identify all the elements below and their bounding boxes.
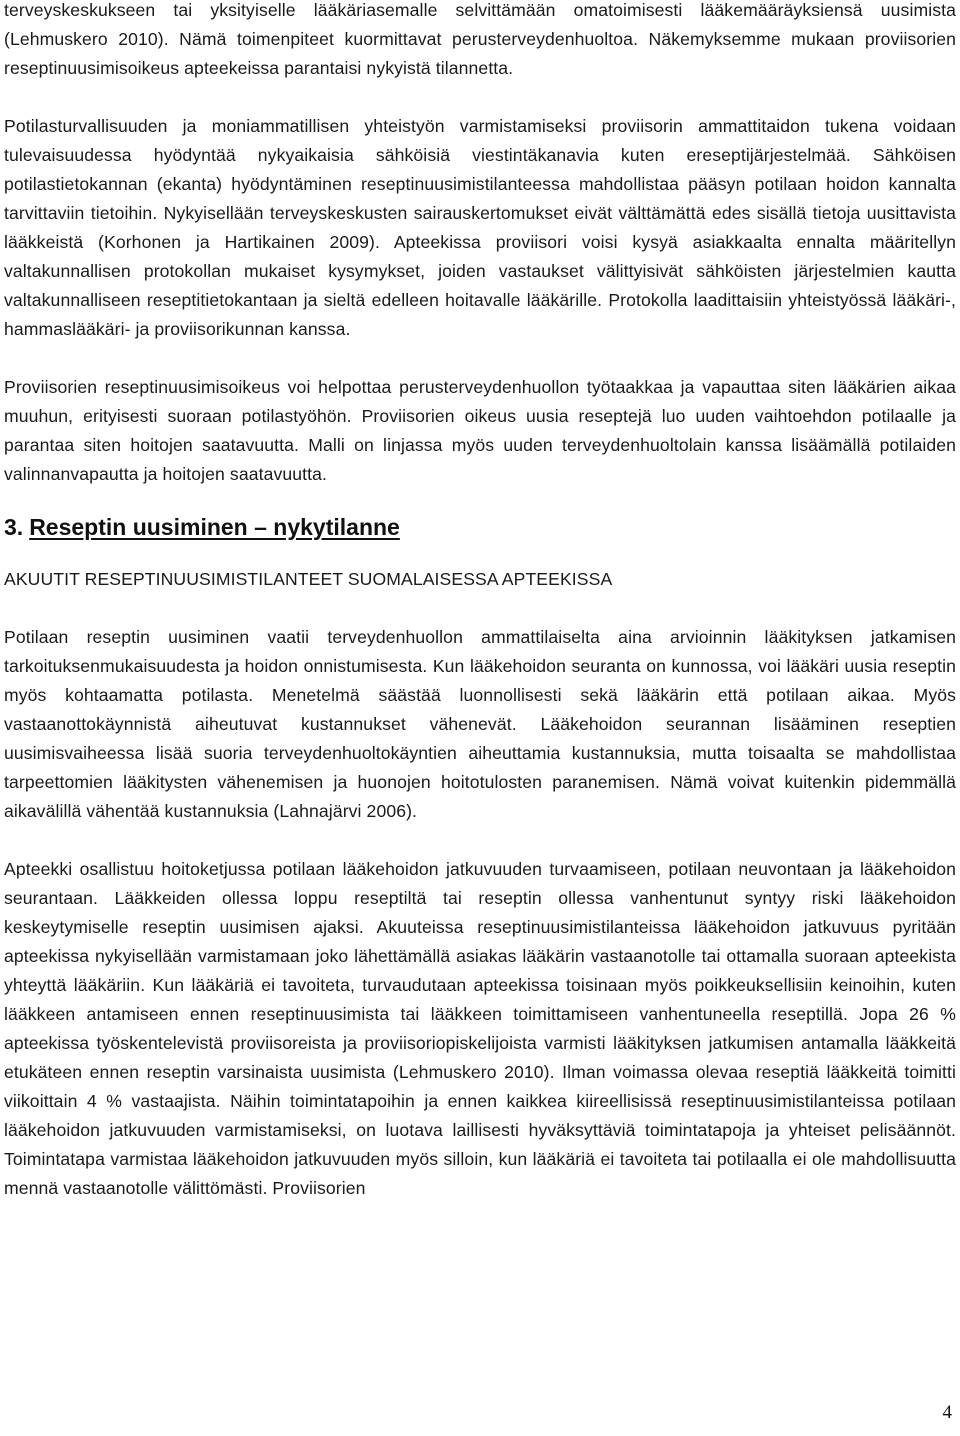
paragraph-uusimisoikeus: Proviisorien reseptinuusimisoikeus voi helpottaa perusterveydenhuollon työtaakkaa ja vapauttaa siten lääkärien aikaa muuhun, erityisesti suoraan potilastyöhön. Proviisorien oikeus uusia reseptejä luo uuden vaihtoehdon potilaalle ja parantaa siten hoitojen saatavuutta. Malli on linjassa myös uuden terveydenhuoltolain kanssa lisäämällä potilaiden valinnanvapautta ja hoitojen saatavuutta.	[4, 377, 956, 484]
document-page	[4, 0, 956, 1203]
paragraph-reseptin-uusiminen: Potilaan reseptin uusiminen vaatii terveydenhuollon ammattilaiselta aina arvioinnin lääkityksen jatkamisen tarkoituksenmukaisuudesta ja hoidon onnistumisesta. Kun lääkehoidon seuranta on kunnossa, voi lääkäri uusia reseptin myös kohtaamatta potilasta. Menetelmä säästää luonnollisesti sekä lääkärin että potilaan aikaa. Myös vastaanottokäynnistä aiheutuvat kustannukset vähenevät. Lääkehoidon seurannan lisääminen reseptien uusimisvaiheessa lisää suoria terveydenhuoltokäyntien aiheuttamia kustannuksia, mutta toisaalta se mahdollistaa tarpeettomien lääkitysten vähenemisen ja huonojen hoitotulosten paranemisen. Nämä voivat kuitenkin pidemmällä aikavälillä vähentää kustannuksia (Lahnajärvi 2006).	[4, 627, 956, 821]
subheading: AKUUTIT RESEPTINUUSIMISTILANTEET SUOMALAISESSA APTEEKISSA	[4, 569, 613, 589]
spacer	[4, 83, 956, 112]
spacer	[4, 826, 956, 855]
page-number: 4	[942, 1402, 952, 1423]
spacer	[4, 543, 956, 565]
section-title: Reseptin uusiminen – nykytilanne	[29, 514, 400, 540]
section-number: 3.	[4, 514, 24, 540]
paragraph-ereseptijarjestelma: Potilasturvallisuuden ja moniammatillisen yhteistyön varmistamiseksi proviisorin ammattitaidon tukena voidaan tulevaisuudessa hyödyntää nykyaikaisia sähköisiä viestintäkanavia kuten ereseptijärjestelmää. Sähköisen potilastietokannan (ekanta) hyödyntäminen reseptinuusimistilanteessa mahdollistaa pääsyn potilaan hoidon kannalta tarvittaviin tietoihin. Nykyisellään terveyskeskusten sairauskertomukset eivät välttämättä edes sisällä tietoja uusittavista lääkkeistä (Korhonen ja Hartikainen 2009). Apteekissa proviisori voisi kysyä asiakkaalta ennalta määritellyn valtakunnallisen protokollan mukaiset kysymykset, joiden vastaukset välittyisivät sähköisten järjestelmien kautta valtakunnalliseen reseptitietokantaan ja sieltä edelleen hoitavalle lääkärille. Protokolla laadittaisiin yhteistyössä lääkäri-, hammaslääkäri- ja proviisorikunnan kanssa.	[4, 116, 956, 339]
spacer	[4, 594, 956, 623]
spacer	[4, 344, 956, 373]
section-heading	[4, 511, 956, 543]
intro-paragraph: terveyskeskukseen tai yksityiselle lääkäriasemalle selvittämään omatoimisesti lääkemääräyksiensä uusimista (Lehmuskero 2010). Nämä toimenpiteet kuormittavat perusterveydenhuoltoa. Näkemyksemme mukaan proviisorien reseptinuusimisoikeus apteekeissa parantaisi nykyistä tilannetta.	[4, 0, 956, 78]
spacer	[4, 489, 956, 511]
paragraph-apteekki-hoitoketju: Apteekki osallistuu hoitoketjussa potilaan lääkehoidon jatkuvuuden turvaamiseen, potilaan neuvontaan ja lääkehoidon seurantaan. Lääkkeiden ollessa loppu reseptiltä tai reseptin ollessa vanhentunut syntyy riski lääkehoidon keskeytymiselle reseptin uusimisen ajaksi. Akuuteissa reseptinuusimistilanteissa lääkehoidon jatkuvuus pyritään apteekissa nykyisellään varmistamaan joko lähettämällä asiakas lääkärin vastaanotolle tai ottamalla suoraan apteekista yhteyttä lääkäriin. Kun lääkäriä ei tavoiteta, turvaudutaan apteekissa toisinaan myös poikkeuksellisiin keinoihin, kuten lääkkeen antamiseen ennen reseptinuusimista tai lääkkeen toimittamiseen vanhentuneella reseptillä. Jopa 26 % apteekissa työskentelevistä proviisoreista ja proviisoriopiskelijoista varmisti lääkityksen jatkumisen antamalla lääkkeitä etukäteen ennen reseptin varsinaista uusimista (Lehmuskero 2010). Ilman voimassa olevaa reseptiä lääkkeitä toimitti viikoittain 4 % vastaajista. Näihin toimintatapoihin ja ennen kaikkea kiireellisissä reseptinuusimistilanteissa potilaan lääkehoidon jatkuvuuden varmistamiseksi, on luotava laillisesti hyväksyttäviä toimintatapoja ja yhteiset pelisäännöt. Toimintatapa varmistaa lääkehoidon jatkuvuuden myös silloin, kun lääkäriä ei tavoiteta tai potilaalla ei ole mahdollisuutta mennä vastaanotolle välittömästi. Proviisorien	[4, 859, 956, 1198]
